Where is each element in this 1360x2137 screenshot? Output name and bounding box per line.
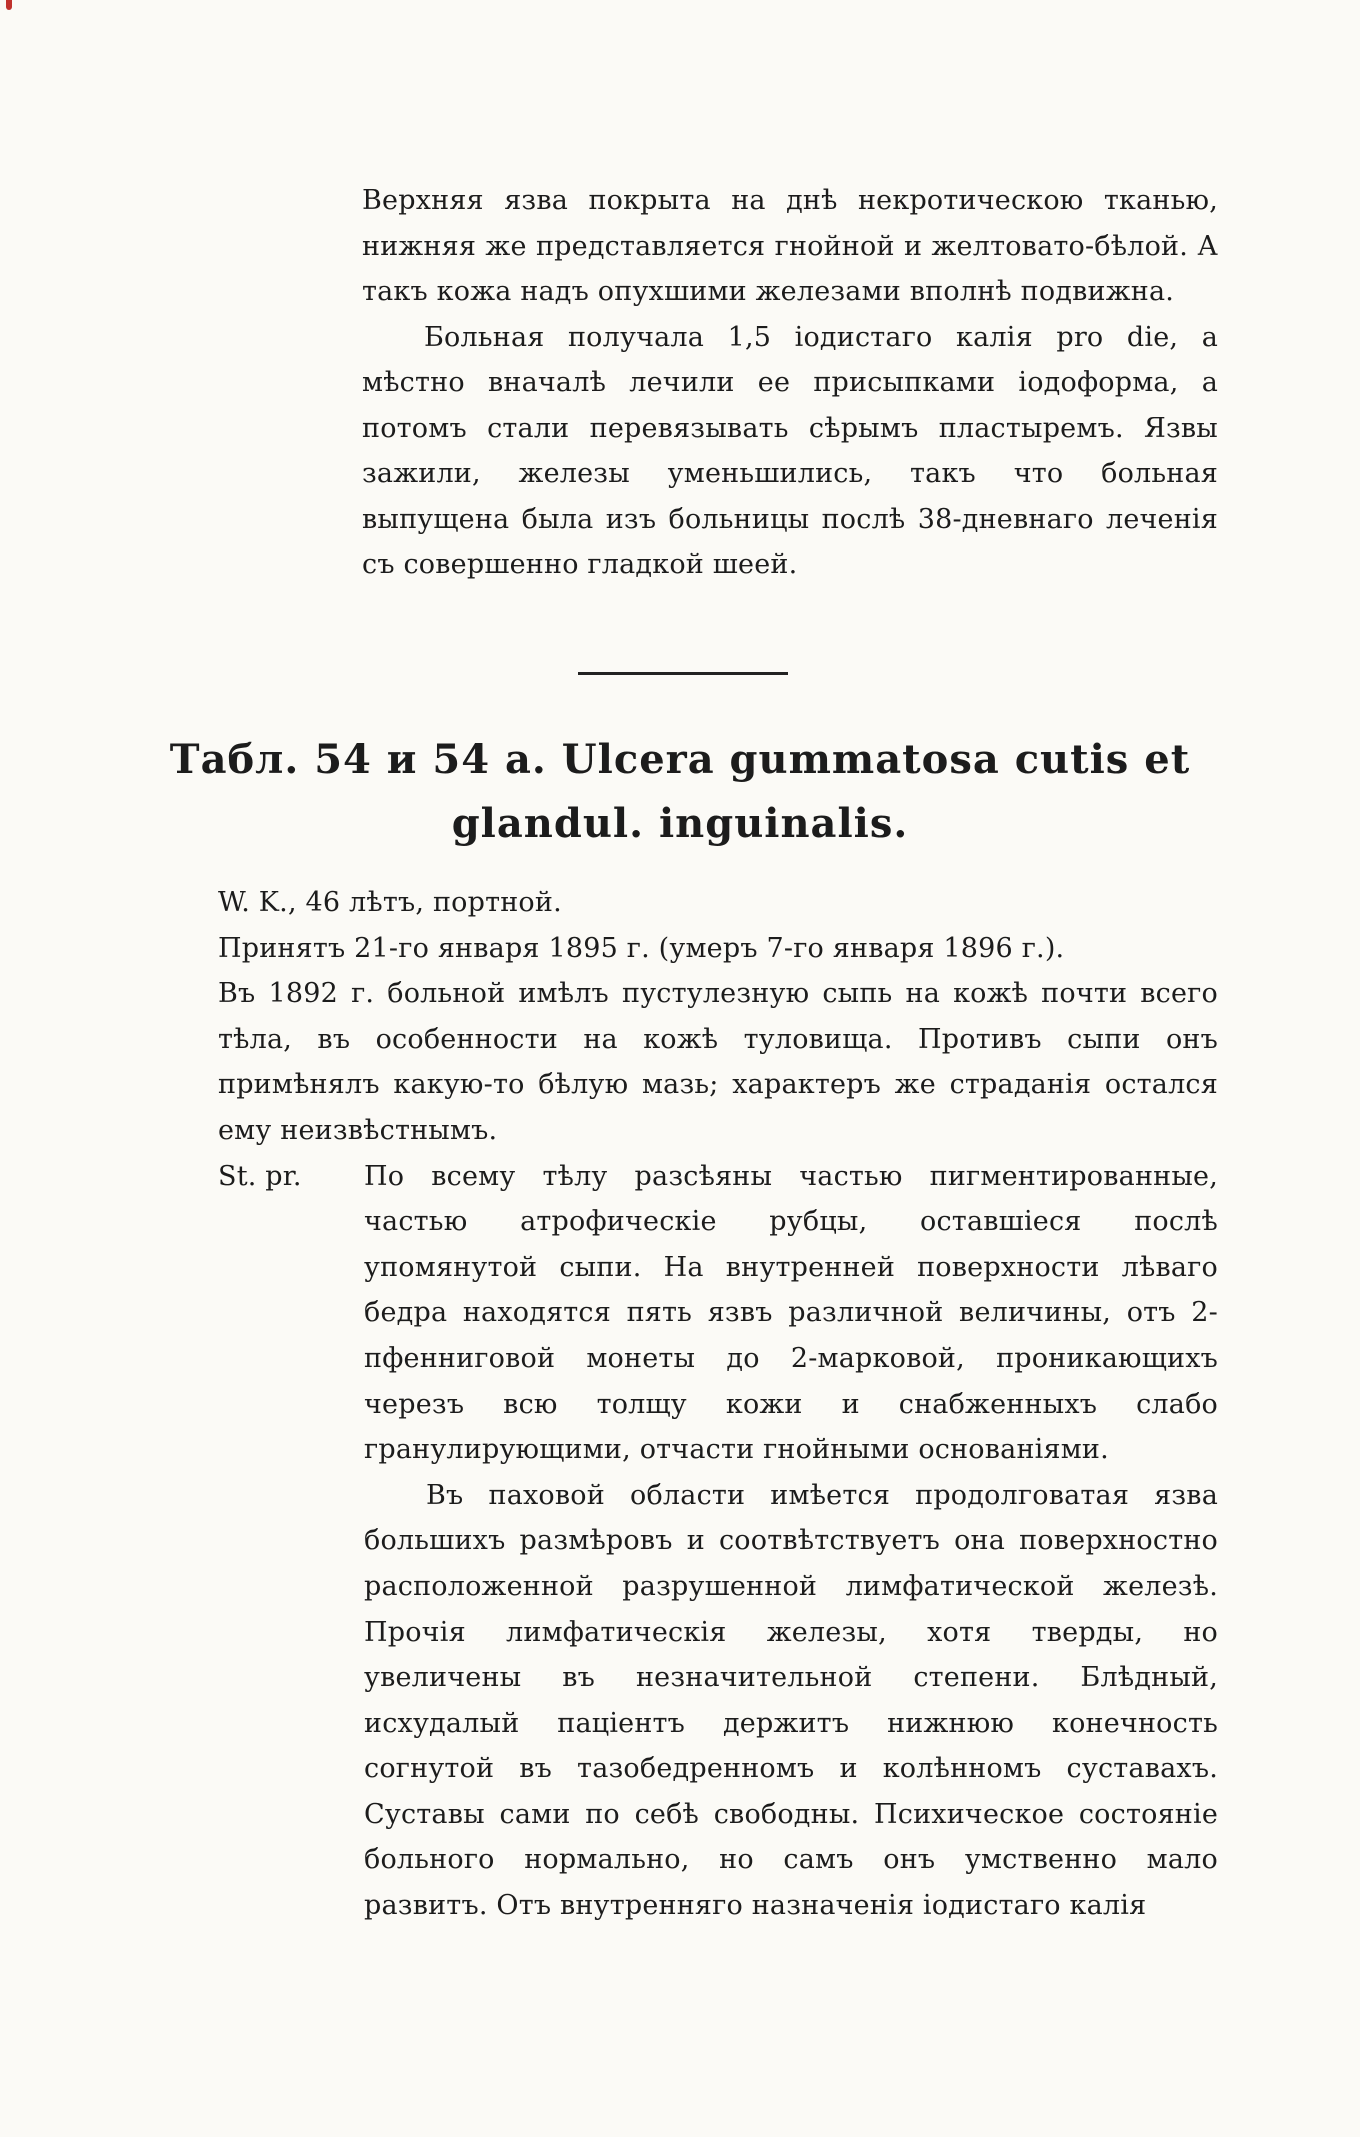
- page-corner-mark: [6, 0, 12, 10]
- top-text-block: [362, 178, 1218, 588]
- section-heading: [140, 728, 1220, 856]
- section-divider: [578, 672, 788, 675]
- status-text: По всему тѣлу разсѣяны частью пигментированные, частью атрофическіе рубцы, оставшіеся послѣ упомянутой сыпи. На внутренней поверхности лѣваго бедра находятся пять язвъ различной величины, отъ 2-пфенниговой монеты до 2-марковой, проникающихъ черезъ всю толщу кожи и снабженныхъ слабо гранулирующими, отчасти гнойными основаніями.: [364, 1160, 1218, 1466]
- inguinal-paragraph: Въ паховой области имѣется продолговатая язва большихъ размѣровъ и соотвѣтствуетъ она поверхностно расположенной разрушенной лимфатической железѣ. Прочія лимфатическія железы, хотя тверды, но увеличены въ незначительной степени. Блѣдный, исхудалый паціентъ держитъ нижнюю конечность согнутой въ тазобедренномъ и колѣнномъ суставахъ. Суставы сами по себѣ свободны. Психическое состояніе больного нормально, но самъ онъ умственно мало развитъ. Отъ внутренняго назначенія іодистаго калія: [364, 1479, 1218, 1922]
- heading-line-1: Табл. 54 и 54 а. Ulcera gummatosa cutis et: [169, 736, 1191, 783]
- history-paragraph: Въ 1892 г. больной имѣлъ пустулезную сыпь на кожѣ почти всего тѣла, въ особенности на кожѣ туловища. Противъ сыпи онъ примѣнялъ какую-то бѣлую мазь; характеръ же страданія остался ему неизвѣстнымъ.: [218, 978, 1218, 1146]
- status-praesens: [218, 1154, 1218, 1473]
- heading-line-2: glandul. inguinalis.: [451, 800, 909, 847]
- patient-line: W. K., 46 лѣтъ, портной.: [218, 887, 562, 918]
- paragraph-treatment: Больная получала 1,5 іодистаго калія pro die, а мѣстно вначалѣ лечили ее присыпками іодоформа, а потомъ стали перевязывать сѣрымъ пластыремъ. Язвы зажили, железы уменьшились, такъ что больная выпущена была изъ больницы послѣ 38-дневнаго леченія съ совершенно гладкой шеей.: [362, 321, 1218, 580]
- paragraph-ulcer-description: Верхняя язва покрыта на днѣ некротическою тканью, нижняя же представляется гнойной и желтовато-бѣлой. А такъ кожа надъ опухшими железами вполнѣ подвижна.: [362, 185, 1218, 307]
- status-label: St. pr.: [218, 1160, 302, 1192]
- admission-line: Принятъ 21-го января 1895 г. (умеръ 7-го января 1896 г.).: [218, 932, 1065, 964]
- case-text-block: [218, 880, 1218, 1929]
